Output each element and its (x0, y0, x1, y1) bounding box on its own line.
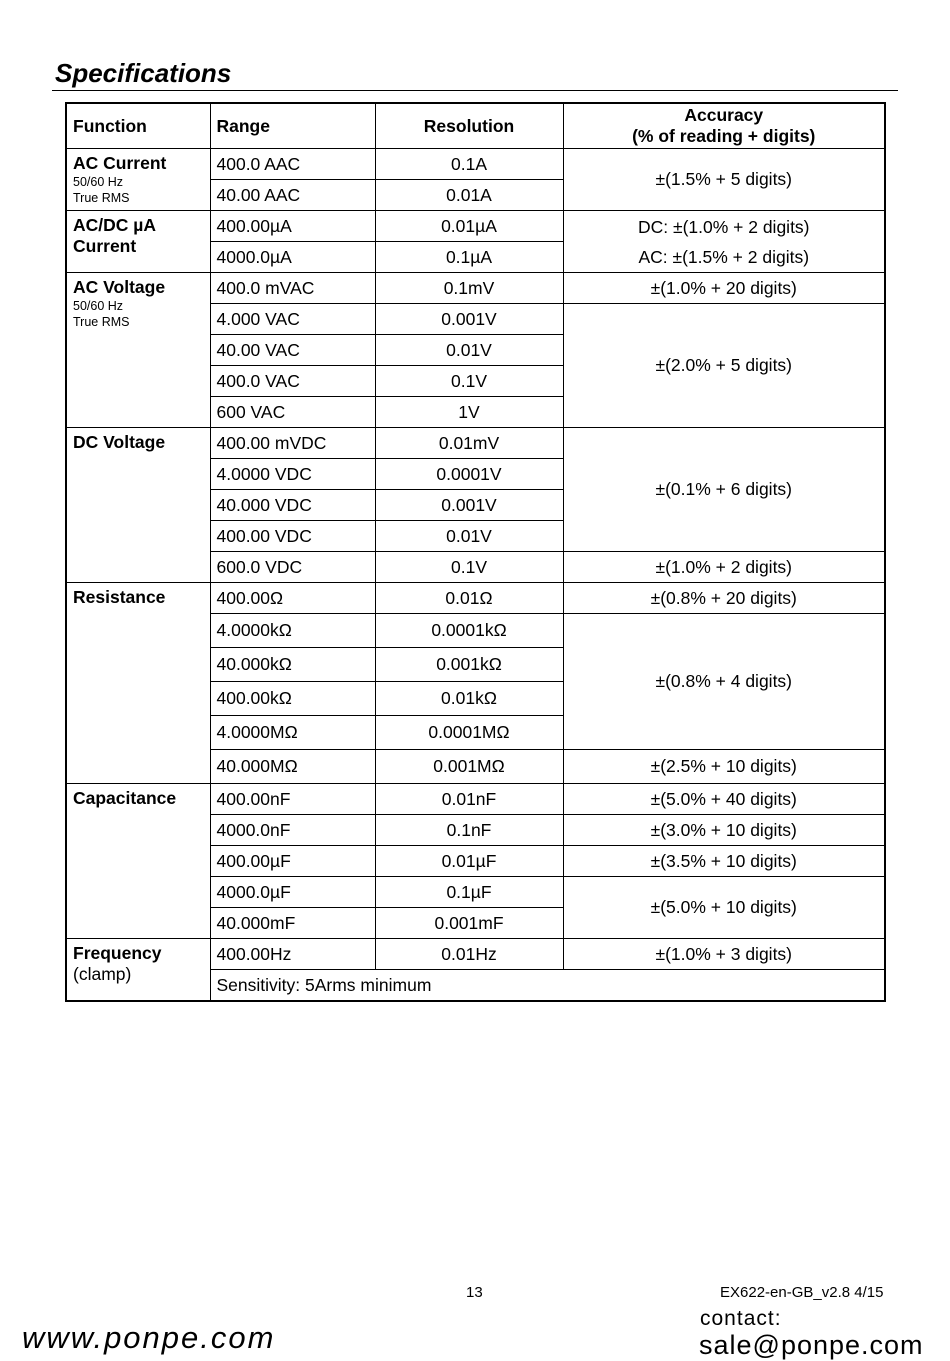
title-divider (52, 90, 898, 91)
resolution-cell: 0.001V (375, 304, 563, 335)
function-acdc-ua-current (66, 211, 210, 273)
range-cell: 400.0 AAC (210, 149, 375, 180)
resolution-cell: 0.0001MΩ (375, 716, 563, 750)
range-cell: 4000.0µF (210, 877, 375, 908)
resolution-cell: 0.01Hz (375, 939, 563, 970)
resolution-cell: 0.1nF (375, 815, 563, 846)
document-id: EX622-en-GB_v2.8 4/15 (720, 1284, 884, 1301)
resolution-cell: 0.01µA (375, 211, 563, 242)
resolution-cell: 1V (375, 397, 563, 428)
resolution-cell: 0.01nF (375, 784, 563, 815)
range-cell: 400.00 mVDC (210, 428, 375, 459)
function-ac-current (66, 149, 210, 211)
contact-label: contact: (700, 1307, 782, 1330)
resolution-cell: 0.01V (375, 521, 563, 552)
function-resistance (66, 583, 210, 784)
range-cell: 40.00 VAC (210, 335, 375, 366)
resolution-cell: 0.01Ω (375, 583, 563, 614)
table-row (66, 428, 885, 459)
resolution-cell: 0.0001V (375, 459, 563, 490)
table-header-row (66, 103, 885, 149)
function-capacitance (66, 784, 210, 939)
resolution-cell: 0.0001kΩ (375, 614, 563, 648)
range-cell: 600.0 VDC (210, 552, 375, 583)
accuracy-ac: AC: ±(1.5% + 2 digits) (638, 246, 810, 267)
table-row (66, 939, 885, 970)
range-cell: 4.0000 VDC (210, 459, 375, 490)
page-title: Specifications (55, 58, 232, 88)
table-row (66, 149, 885, 180)
resolution-cell: 0.1V (375, 552, 563, 583)
resolution-cell: 0.1mV (375, 273, 563, 304)
resolution-cell: 0.1A (375, 149, 563, 180)
function-dc-voltage (66, 428, 210, 583)
range-cell: 400.0 VAC (210, 366, 375, 397)
resolution-cell: 0.01mV (375, 428, 563, 459)
range-cell: 40.000MΩ (210, 750, 375, 784)
function-sub: True RMS (73, 191, 130, 205)
range-cell: 4.000 VAC (210, 304, 375, 335)
range-cell: 40.000mF (210, 908, 375, 939)
accuracy-dc: DC: ±(1.0% + 2 digits) (637, 216, 810, 237)
range-cell: 400.00nF (210, 784, 375, 815)
function-name: Capacitance (73, 788, 177, 808)
resolution-cell: 0.001kΩ (375, 648, 563, 682)
range-cell: 400.00µA (210, 211, 375, 242)
accuracy-cell: ±(1.5% + 5 digits) (563, 149, 885, 211)
resolution-cell: 0.001V (375, 490, 563, 521)
function-name: Current (73, 236, 137, 256)
accuracy-cell: ±(1.0% + 20 digits) (563, 273, 885, 304)
resolution-cell: 0.01µF (375, 846, 563, 877)
function-frequency (66, 939, 210, 1002)
sensitivity-cell: Sensitivity: 5Arms minimum (210, 970, 885, 1002)
accuracy-cell: ±(3.0% + 10 digits) (563, 815, 885, 846)
resolution-cell: 0.1V (375, 366, 563, 397)
header-accuracy-line1: Accuracy (684, 105, 764, 125)
resolution-cell: 0.001mF (375, 908, 563, 939)
accuracy-cell: ±(5.0% + 40 digits) (563, 784, 885, 815)
range-cell: 400.00µF (210, 846, 375, 877)
header-function: Function (66, 103, 210, 149)
website-watermark: www.ponpe.com (22, 1320, 276, 1355)
range-cell: 4000.0nF (210, 815, 375, 846)
accuracy-cell: ±(2.0% + 5 digits) (563, 304, 885, 428)
contact-email: sale@ponpe.com (699, 1330, 924, 1360)
range-cell: 4.0000MΩ (210, 716, 375, 750)
table-row (66, 273, 885, 304)
accuracy-cell: ±(0.8% + 20 digits) (563, 583, 885, 614)
function-ac-voltage (66, 273, 210, 428)
accuracy-cell: ±(0.1% + 6 digits) (563, 428, 885, 552)
resolution-cell: 0.01V (375, 335, 563, 366)
header-range: Range (210, 103, 375, 149)
range-cell: 400.00kΩ (210, 682, 375, 716)
range-cell: 40.00 AAC (210, 180, 375, 211)
function-sub: 50/60 Hz (73, 175, 124, 189)
range-cell: 600 VAC (210, 397, 375, 428)
table-row (66, 583, 885, 614)
resolution-cell: 0.01A (375, 180, 563, 211)
header-resolution: Resolution (375, 103, 563, 149)
range-cell: 40.000kΩ (210, 648, 375, 682)
function-name: AC Current (73, 153, 167, 173)
accuracy-cell: ±(0.8% + 4 digits) (563, 614, 885, 750)
header-accuracy (563, 103, 885, 149)
resolution-cell: 0.01kΩ (375, 682, 563, 716)
resolution-cell: 0.1µF (375, 877, 563, 908)
accuracy-cell (563, 211, 885, 273)
function-name: DC Voltage (73, 432, 166, 452)
range-cell: 400.0 mVAC (210, 273, 375, 304)
accuracy-cell: ±(1.0% + 2 digits) (563, 552, 885, 583)
range-cell: 400.00Ω (210, 583, 375, 614)
accuracy-cell: ±(2.5% + 10 digits) (563, 750, 885, 784)
accuracy-cell: ±(1.0% + 3 digits) (563, 939, 885, 970)
range-cell: 4000.0µA (210, 242, 375, 273)
resolution-cell: 0.1µA (375, 242, 563, 273)
accuracy-cell: ±(5.0% + 10 digits) (563, 877, 885, 939)
function-name: AC Voltage (73, 277, 166, 297)
function-name: Frequency (73, 943, 162, 963)
range-cell: 400.00Hz (210, 939, 375, 970)
function-name: Resistance (73, 587, 166, 607)
header-accuracy-line2: (% of reading + digits) (632, 126, 816, 146)
table-row (66, 784, 885, 815)
page-number: 13 (466, 1284, 483, 1301)
function-name: AC/DC µA (73, 215, 156, 235)
resolution-cell: 0.001MΩ (375, 750, 563, 784)
function-note: (clamp) (73, 964, 132, 984)
accuracy-cell: ±(3.5% + 10 digits) (563, 846, 885, 877)
specifications-table (65, 102, 886, 1002)
function-sub: 50/60 Hz (73, 299, 124, 313)
range-cell: 40.000 VDC (210, 490, 375, 521)
table-row (66, 211, 885, 242)
range-cell: 400.00 VDC (210, 521, 375, 552)
range-cell: 4.0000kΩ (210, 614, 375, 648)
function-sub: True RMS (73, 315, 130, 329)
